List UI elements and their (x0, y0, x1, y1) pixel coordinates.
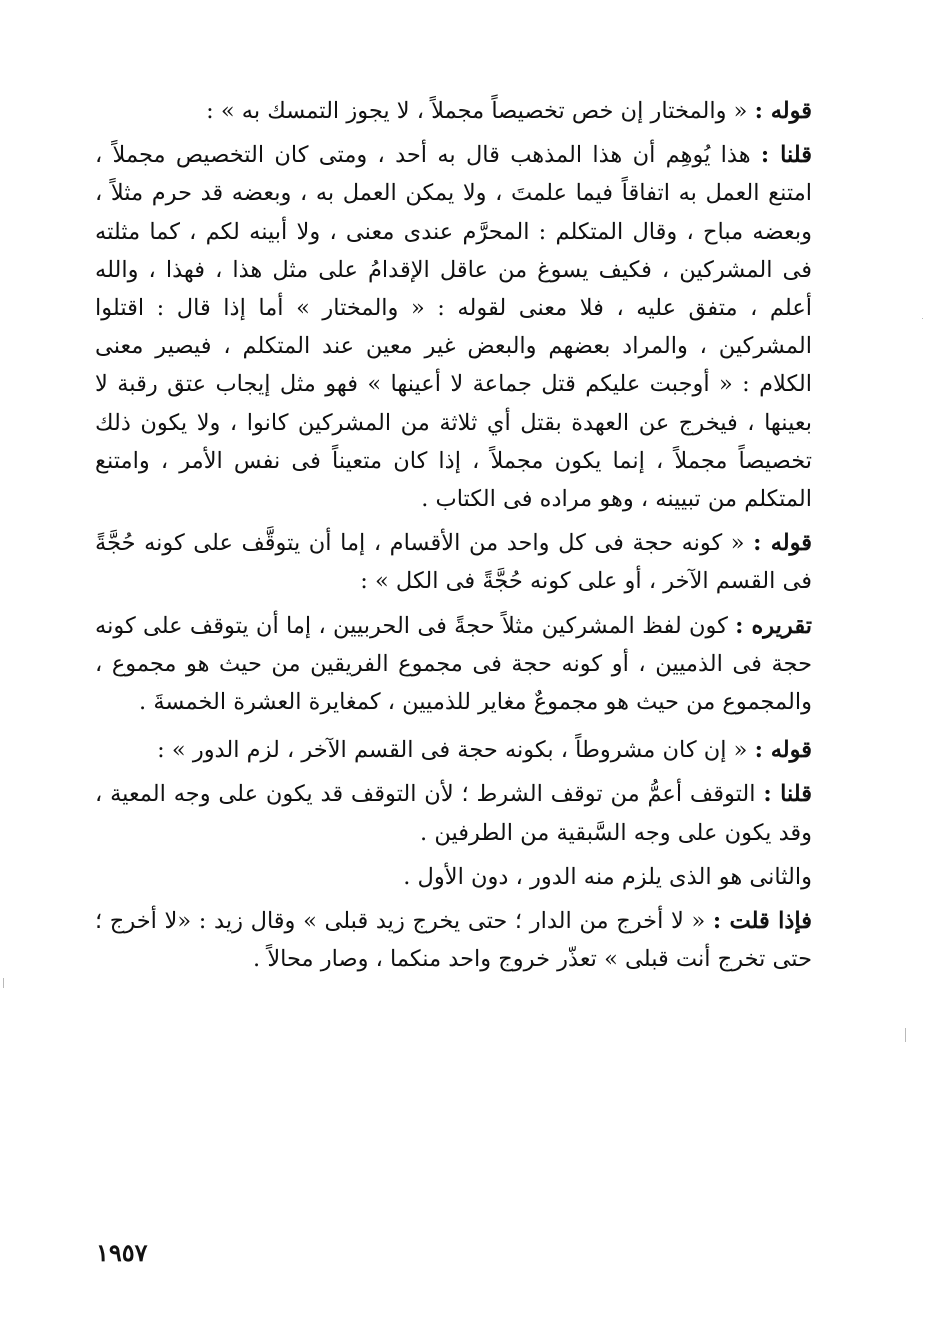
page-body (95, 92, 812, 978)
paragraph-1 (95, 92, 812, 130)
paragraph-text: « والمختار إن خص تخصيصاً مجملاً ، لا يجوز التمسك به » : (206, 98, 755, 124)
paragraph-3 (95, 524, 812, 600)
paragraph-lead: قوله : (754, 737, 812, 764)
paragraph-lead: قلنا : (763, 781, 812, 808)
paragraph-8 (95, 902, 812, 978)
page-number: ١٩٥٧ (96, 1238, 148, 1267)
paragraph-lead: قوله : (754, 98, 812, 124)
paragraph-lead: قلنا : (760, 142, 812, 169)
scan-edge-mark (3, 978, 4, 988)
paragraph-lead: قوله : (753, 530, 812, 557)
paragraph-2 (95, 136, 812, 518)
paragraph-text: التوقف أعمُّ من توقف الشرط ؛ لأن التوقف قد يكون على وجه المعية ، وقد يكون على وجه السَّبقية من الطرفين . (95, 781, 812, 846)
paragraph-7 (95, 858, 812, 896)
paragraph-text: « إن كان مشروطاً ، بكونه حجة فى القسم الآخر ، لزم الدور » : (157, 737, 755, 764)
paragraph-4 (95, 607, 812, 722)
paragraph-text: « كونه حجة فى كل واحد من الأقسام ، إما أن يتوقَّف على كونه حُجَّةً فى القسم الآخر ، أو على كونه حُجَّةً فى الكل » : (95, 530, 812, 595)
scan-edge-mark (905, 1028, 906, 1042)
paragraph-lead: تقريره : (735, 612, 812, 639)
paragraph-text: والثانى هو الذى يلزم منه الدور ، دون الأول . (403, 863, 812, 890)
scan-edge-mark (922, 318, 923, 319)
paragraph-text: كون لفظ المشركين مثلاً حجةً فى الحربيين ، إما أن يتوقف على كونه حجة فى الذميين ، أو كونه حجة فى مجموع الفريقين من حيث هو مجموع ، والمجموع من حيث هو مجموعٌ مغاير للذميين ، كمغايرة العشرة الخمسةَ . (95, 612, 812, 716)
paragraph-text: هذا يُوهِم أن هذا المذهب قال به أحد ، ومتى كان التخصيص مجملاً ، امتنع العمل به اتفاقاً فيما علمتَ ، ولا يمكن العمل به ، وبعضه قد حرم مثلاً ، وبعضه مباح ، وقال المتكلم : المحرَّم عندى معنى ، ولا أبينه لكم ، كما مثلته فى المشركين ، فكيف يسوغ من عاقل الإقدامُ على مثل هذا ، فهذا ، والله أعلم ، متفق عليه ، فلا معنى لقوله : « والمختار » أما إذا قال : اقتلوا المشركين ، والمراد بعضهم والبعض غير معين عند المتكلم ، فيصير معنى الكلام : « أوجبت عليكم قتل جماعة لا أعينها » فهو مثل إيجاب عتق رقبة لا بعينها ، فيخرج عن العهدة بقتل أي ثلاثة من المشركين كانوا ، ولا يكون ذلك تخصيصاً مجملاً ، إنما يكون مجملاً ، إذا كان متعيناً فى نفس الأمر ، وامتنع المتكلم من تبيينه ، وهو مراده فى الكتاب . (95, 142, 812, 513)
paragraph-lead: فإذا قلت : (712, 908, 812, 935)
paragraph-text: « لا أخرج من الدار ؛ حتى يخرج زيد قبلى » وقال زيد : «لا أخرج ؛ حتى تخرج أنت قبلى » تعذّر خروج واحد منكما ، وصار محالاً . (95, 908, 812, 973)
paragraph-6 (95, 775, 812, 851)
paragraph-5 (95, 731, 812, 769)
